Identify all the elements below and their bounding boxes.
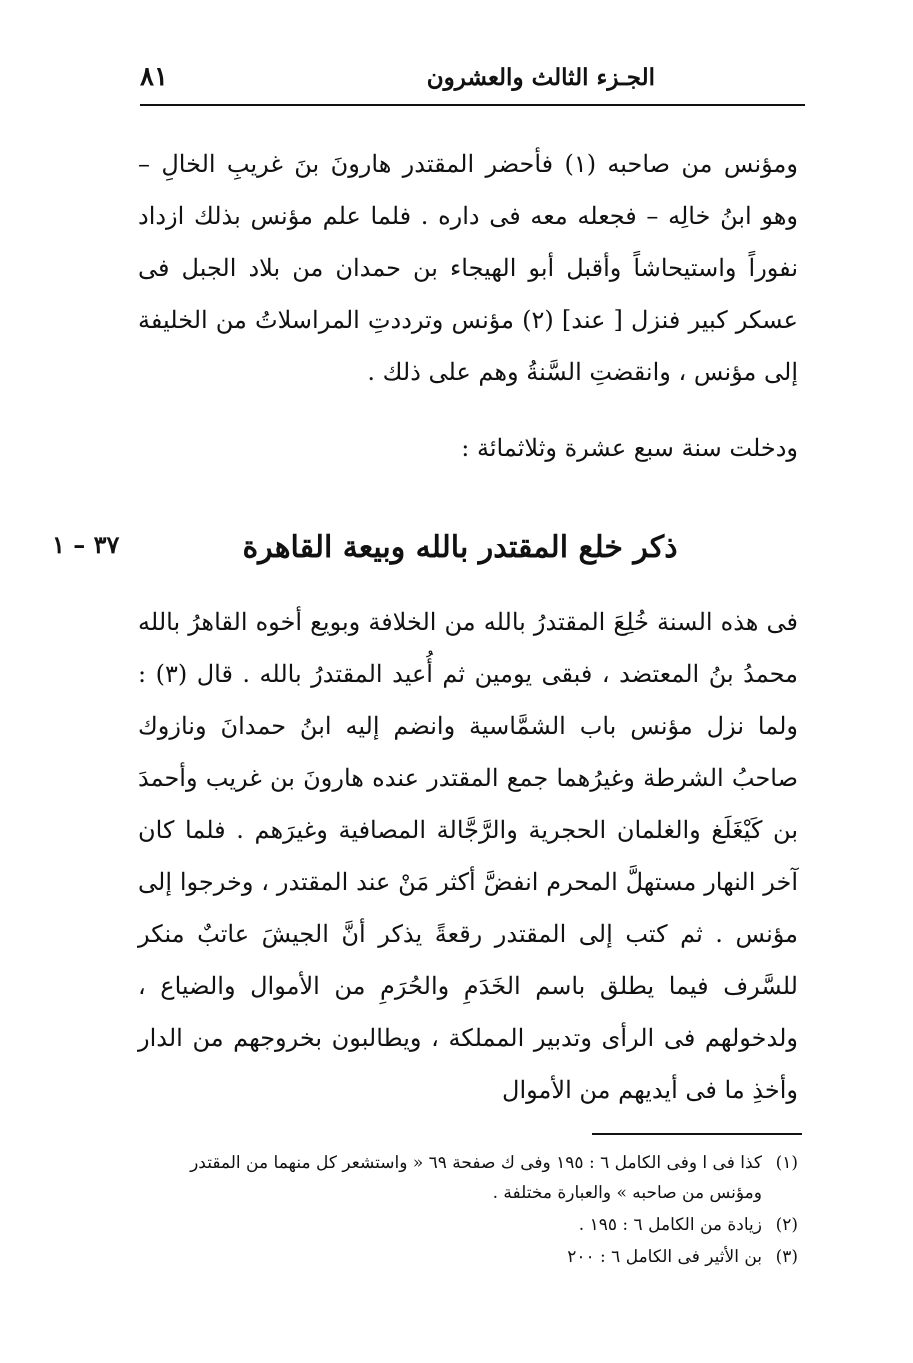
page-number: ٨١ bbox=[140, 62, 168, 92]
running-head bbox=[140, 58, 805, 106]
footnote-number: (١) bbox=[775, 1153, 798, 1173]
footnote-divider bbox=[592, 1133, 802, 1135]
footnote-1 bbox=[138, 1148, 798, 1208]
footnote-3 bbox=[138, 1242, 798, 1272]
paragraph-1 bbox=[138, 138, 798, 398]
footnote-text: زيادة من الكامل ٦ : ١٩٥ . bbox=[578, 1215, 762, 1235]
paragraph-3 bbox=[138, 596, 798, 1116]
paragraph-2-text: ودخلت سنة سبع عشرة وثلاثمائة : bbox=[461, 434, 798, 462]
footnotes bbox=[138, 1148, 798, 1274]
footnote-text: كذا فى ا وفى الكامل ٦ : ١٩٥ وفى ك صفحة ٦٩ « واستشعر كل منهما من المقتدر bbox=[190, 1153, 762, 1173]
running-title: الجـزء الثالث والعشرون bbox=[426, 64, 655, 91]
footnote-continuation: ومؤنس من صاحبه » والعبارة مختلفة . bbox=[492, 1183, 762, 1203]
paragraph-2 bbox=[138, 422, 836, 474]
paragraph-1-text: ومؤنس من صاحبه (١) فأحضر المقتدر هارونَ بنَ غريبِ الخالِ – وهو ابنُ خالِه – فجعله معه فى داره . فلما علم مؤنس بذلك ازداد نفوراً واستيحاشاً وأقبل أبو الهيجاء بن حمدان من بلاد الجبل فى عسكر كبير فنزل [ عند] (٢) مؤنس وترددتِ المراسلاتُ من الخليفة إلى مؤنس ، وانقضتِ السَّنةُ وهم على ذلك . bbox=[138, 150, 799, 386]
paragraph-3-text: فى هذه السنة خُلِعَ المقتدرُ بالله من الخلافة وبويع أخوه القاهرُ بالله محمدُ بنُ المعتضد ، فبقى يومين ثم أُعيد المقتدرُ بالله . قال (٣) : ولما نزل مؤنس باب الشمَّاسية وانضم إليه ابنُ حمدانَ ونازوك صاحبُ الشرطة وغيرُهما جمع المقتدر عنده هارونَ بن غريب وأحمدَ بن كَيْغَلَغ والغلمان الحجرية والرَّجَّالة المصافية وغيرَهم . فلما كان آخر النهار مستهلَّ المحرم انفضَّ أكثر مَنْ عند المقتدر ، وخرجوا إلى مؤنس . ثم كتب إلى المقتدر رقعةً يذكر أنَّ الجيشَ عاتبٌ منكر للسَّرف فيما يطلق باسم الخَدَمِ والحُرَمِ من الأموال والضياع ، ولدخولهم فى الرأى وتدبير المملكة ، ويطالبون بخروجهم من الدار وأخذِ ما فى أيديهم من الأموال bbox=[138, 608, 798, 1104]
footnote-number: (٢) bbox=[775, 1215, 798, 1235]
section-heading: ذكر خلع المقتدر بالله وبيعة القاهرة bbox=[242, 530, 678, 565]
footnote-text: بن الأثير فى الكامل ٦ : ٢٠٠ bbox=[567, 1247, 762, 1267]
footnote-number: (٣) bbox=[775, 1247, 798, 1267]
footnote-2 bbox=[138, 1210, 798, 1240]
margin-reference: ٣٧ – ١ bbox=[52, 530, 120, 559]
